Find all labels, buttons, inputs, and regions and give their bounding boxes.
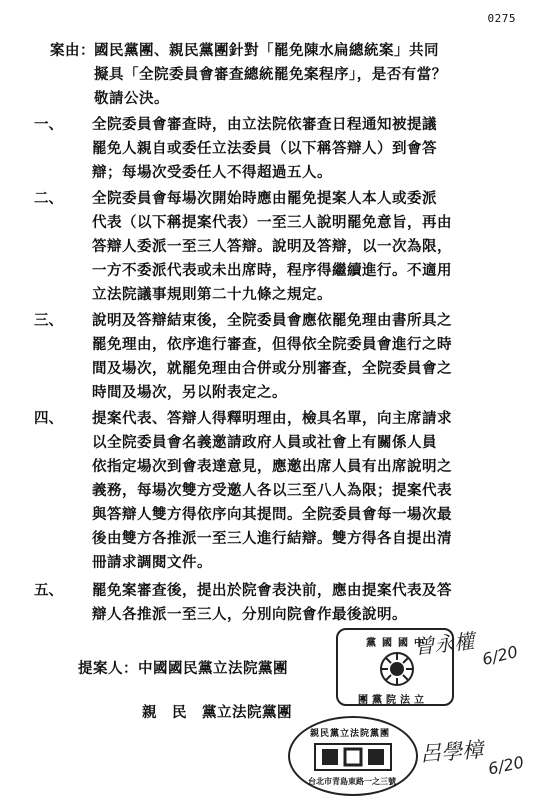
item-1-number: 一、 bbox=[34, 116, 63, 133]
item-4-line-6: 後由雙方各推派一至三人進行結辯。雙方得各自提出清 bbox=[92, 530, 452, 547]
item-1-line-3: 辯；每場次受委任人不得超過五人。 bbox=[92, 164, 332, 181]
item-4-line-1: 提案代表、答辯人得釋明理由，檢具名單，向主席請求 bbox=[92, 410, 452, 427]
item-3-line-1: 說明及答辯結束後，全院委員會應依罷免理由書所具之 bbox=[92, 312, 452, 329]
item-1-line-1: 全院委員會審查時，由立法院依審查日程通知被提議 bbox=[92, 116, 437, 133]
signature-1: 曾永權 bbox=[413, 628, 476, 660]
pfp-seal-top: 親民黨立法院黨團 bbox=[310, 729, 391, 739]
signature-2: 呂學樟 bbox=[419, 737, 484, 767]
item-3-number: 三、 bbox=[34, 312, 63, 329]
signature-1-date: 6/20 bbox=[480, 641, 520, 670]
party-logo-icon bbox=[314, 743, 392, 771]
item-2-line-4: 一方不委派代表或未出席時，程序得繼續進行。不適用 bbox=[92, 262, 452, 279]
kmt-seal-bottom: 團黨院法立 bbox=[358, 695, 428, 706]
case-line-2: 擬具「全院委員會審查總統罷免案程序」，是否有當？ bbox=[94, 66, 447, 83]
item-3-line-3: 間及場次，就罷免理由合併或分別審查，全院委員會之 bbox=[92, 360, 452, 377]
item-4-line-4: 義務，每場次雙方受邀人各以三至八人為限；提案代表 bbox=[92, 482, 452, 499]
pfp-seal-bottom: 台北市青島東路一之三號 bbox=[308, 776, 396, 786]
item-5-number: 五、 bbox=[34, 582, 63, 599]
item-3-line-2: 罷免理由，依序進行審查，但得依全院委員會進行之時 bbox=[92, 336, 452, 353]
item-3-line-4: 時間及場次，另以附表定之。 bbox=[92, 384, 287, 401]
item-2-line-2: 代表（以下稱提案代表）一至三人說明罷免意旨，再由 bbox=[92, 214, 452, 231]
item-4-line-5: 與答辯人雙方得依序向其提問。全院委員會每一場次最 bbox=[92, 506, 452, 523]
item-4-number: 四、 bbox=[34, 410, 63, 427]
proposer-line-2: 親 民 黨立法院黨團 bbox=[142, 704, 292, 721]
item-2-line-1: 全院委員會每場次開始時應由罷免提案人本人或委派 bbox=[92, 190, 437, 207]
page-number: 0275 bbox=[487, 12, 516, 25]
case-label: 案由： bbox=[50, 42, 95, 59]
item-4-line-2: 以全院委員會名義邀請政府人員或社會上有關係人員 bbox=[92, 434, 437, 451]
case-line-1: 國民黨團、親民黨團針對「罷免陳水扁總統案」共同 bbox=[94, 42, 439, 59]
party-emblem-icon bbox=[379, 651, 415, 687]
item-2-number: 二、 bbox=[34, 190, 63, 207]
item-1-line-2: 罷免人親自或委任立法委員（以下稱答辯人）到會答 bbox=[92, 140, 437, 157]
item-2-line-5: 立法院議事規則第二十九條之規定。 bbox=[92, 286, 332, 303]
item-5-line-1: 罷免案審查後，提出於院會表決前，應由提案代表及答 bbox=[92, 582, 452, 599]
item-4-line-3: 依指定場次到會表達意見，應邀出席人員有出席說明之 bbox=[92, 458, 452, 475]
item-5-line-2: 辯人各推派一至三人，分別向院會作最後說明。 bbox=[92, 606, 407, 623]
kmt-seal-top: 黨國國中 bbox=[366, 638, 430, 649]
pfp-seal bbox=[288, 716, 418, 796]
item-4-line-7: 冊請求調閱文件。 bbox=[92, 554, 212, 571]
signature-2-date: 6/20 bbox=[486, 752, 526, 779]
proposer-line-1: 提案人：中國國民黨立法院黨團 bbox=[78, 660, 288, 677]
case-line-3: 敬請公決。 bbox=[94, 90, 169, 107]
item-2-line-3: 答辯人委派一至三人答辯。說明及答辯，以一次為限， bbox=[92, 238, 452, 255]
